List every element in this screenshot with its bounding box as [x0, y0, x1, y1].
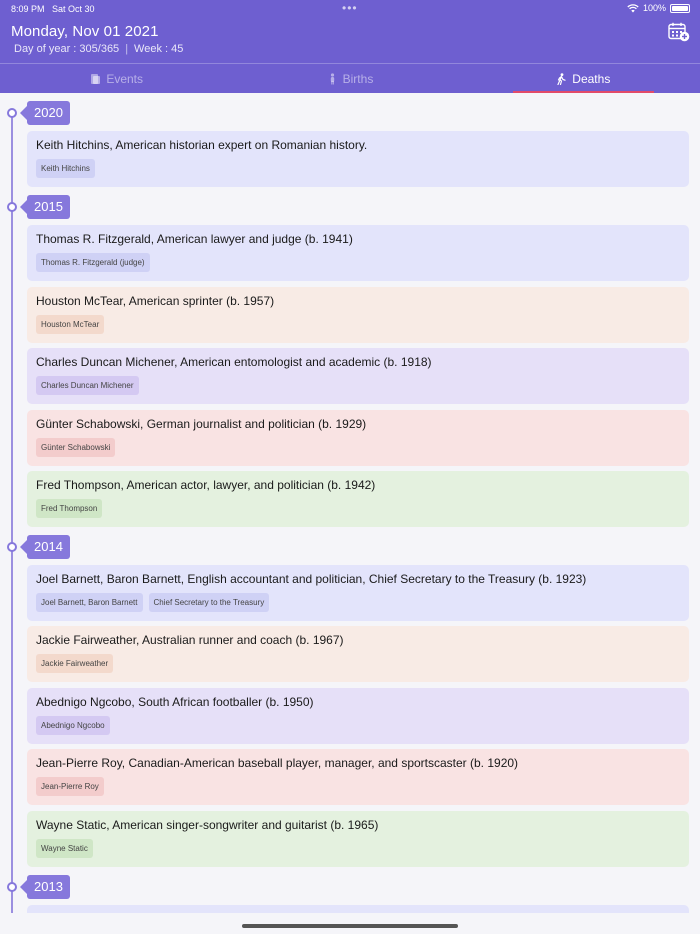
year-badge: 2015: [27, 195, 70, 219]
topic-tag[interactable]: Chief Secretary to the Treasury: [149, 593, 270, 612]
app-header: [0, 0, 700, 93]
date-subtitle: [14, 43, 183, 55]
deaths-icon: [556, 73, 567, 85]
timeline-dot: [7, 108, 17, 118]
timeline-line: [11, 111, 13, 913]
list-item[interactable]: [27, 471, 689, 527]
event-title: Wayne Static, American singer-songwriter and guitarist (b. 1965): [36, 818, 379, 832]
person-tag[interactable]: Jackie Fairweather: [36, 654, 113, 673]
divider: |: [125, 43, 129, 55]
list-item[interactable]: [27, 225, 689, 281]
timeline-dot: [7, 202, 17, 212]
list-item[interactable]: [27, 811, 689, 867]
event-title: Keith Hitchins, American historian expert on Romanian history.: [36, 138, 368, 152]
status-date: Sat Oct 30: [52, 4, 95, 14]
tab-label: Births: [342, 71, 374, 86]
event-title: Houston McTear, American sprinter (b. 1957): [36, 294, 275, 308]
tab-births[interactable]: [233, 64, 466, 93]
list-item[interactable]: [27, 749, 689, 805]
list-item[interactable]: [27, 565, 689, 621]
tab-deaths[interactable]: [467, 64, 700, 93]
person-tag[interactable]: Charles Duncan Michener: [36, 376, 139, 395]
timeline-dot: [7, 542, 17, 552]
person-tag[interactable]: Jean-Pierre Roy: [36, 777, 104, 796]
year-badge: 2020: [27, 101, 70, 125]
event-title: Thomas R. Fitzgerald, American lawyer and judge (b. 1941): [36, 232, 353, 246]
year-badge: 2014: [27, 535, 70, 559]
person-tag[interactable]: Abednigo Ngcobo: [36, 716, 110, 735]
person-tag[interactable]: Thomas R. Fitzgerald (judge): [36, 253, 150, 272]
list-item[interactable]: [27, 131, 689, 187]
list-item[interactable]: [27, 287, 689, 343]
events-icon: [90, 73, 101, 85]
person-tag[interactable]: Wayne Static: [36, 839, 93, 858]
battery-icon: [670, 4, 690, 13]
status-indicators: [627, 3, 690, 13]
multitasking-dots-icon[interactable]: •••: [342, 1, 358, 15]
list-item[interactable]: [27, 410, 689, 466]
births-icon: [327, 73, 338, 85]
event-title: Günter Schabowski, German journalist and politician (b. 1929): [36, 417, 367, 431]
year-badge: 2013: [27, 875, 70, 899]
event-title: Jean-Pierre Roy, Canadian-American baseball player, manager, and sportscaster (b. 1920): [36, 756, 519, 770]
event-title: Jackie Fairweather, Australian runner and coach (b. 1967): [36, 633, 344, 647]
timeline-dot: [7, 882, 17, 892]
list-item[interactable]: [27, 348, 689, 404]
list-item[interactable]: [27, 905, 689, 913]
list-item[interactable]: [27, 688, 689, 744]
home-indicator[interactable]: [242, 924, 458, 928]
tab-events[interactable]: [0, 64, 233, 93]
tab-bar: [0, 63, 700, 93]
tab-label: Deaths: [572, 71, 611, 86]
week-number: Week : 45: [134, 43, 184, 55]
status-time: 8:09 PM: [11, 4, 45, 14]
calendar-add-icon[interactable]: [668, 22, 690, 42]
event-title: Abednigo Ngcobo, South African footballer (b. 1950): [36, 695, 314, 709]
event-title: Charles Duncan Michener, American entomologist and academic (b. 1918): [36, 355, 432, 369]
person-tag[interactable]: Houston McTear: [36, 315, 104, 334]
person-tag[interactable]: Fred Thompson: [36, 499, 102, 518]
timeline-list[interactable]: [0, 93, 700, 913]
event-title: Joel Barnett, Baron Barnett, English accountant and politician, Chief Secretary to the Treasury (b. 1923): [36, 572, 587, 586]
day-of-year: Day of year : 305/365: [14, 43, 120, 55]
person-tag[interactable]: Günter Schabowski: [36, 438, 115, 457]
wifi-icon: [627, 4, 639, 13]
event-title: Fred Thompson, American actor, lawyer, and politician (b. 1942): [36, 478, 376, 492]
person-tag[interactable]: Keith Hitchins: [36, 159, 95, 178]
battery-percent: 100%: [642, 3, 666, 13]
status-bar: [0, 0, 700, 18]
list-item[interactable]: [27, 626, 689, 682]
tab-label: Events: [106, 71, 143, 86]
person-tag[interactable]: Joel Barnett, Baron Barnett: [36, 593, 143, 612]
page-title: Monday, Nov 01 2021: [11, 23, 159, 40]
